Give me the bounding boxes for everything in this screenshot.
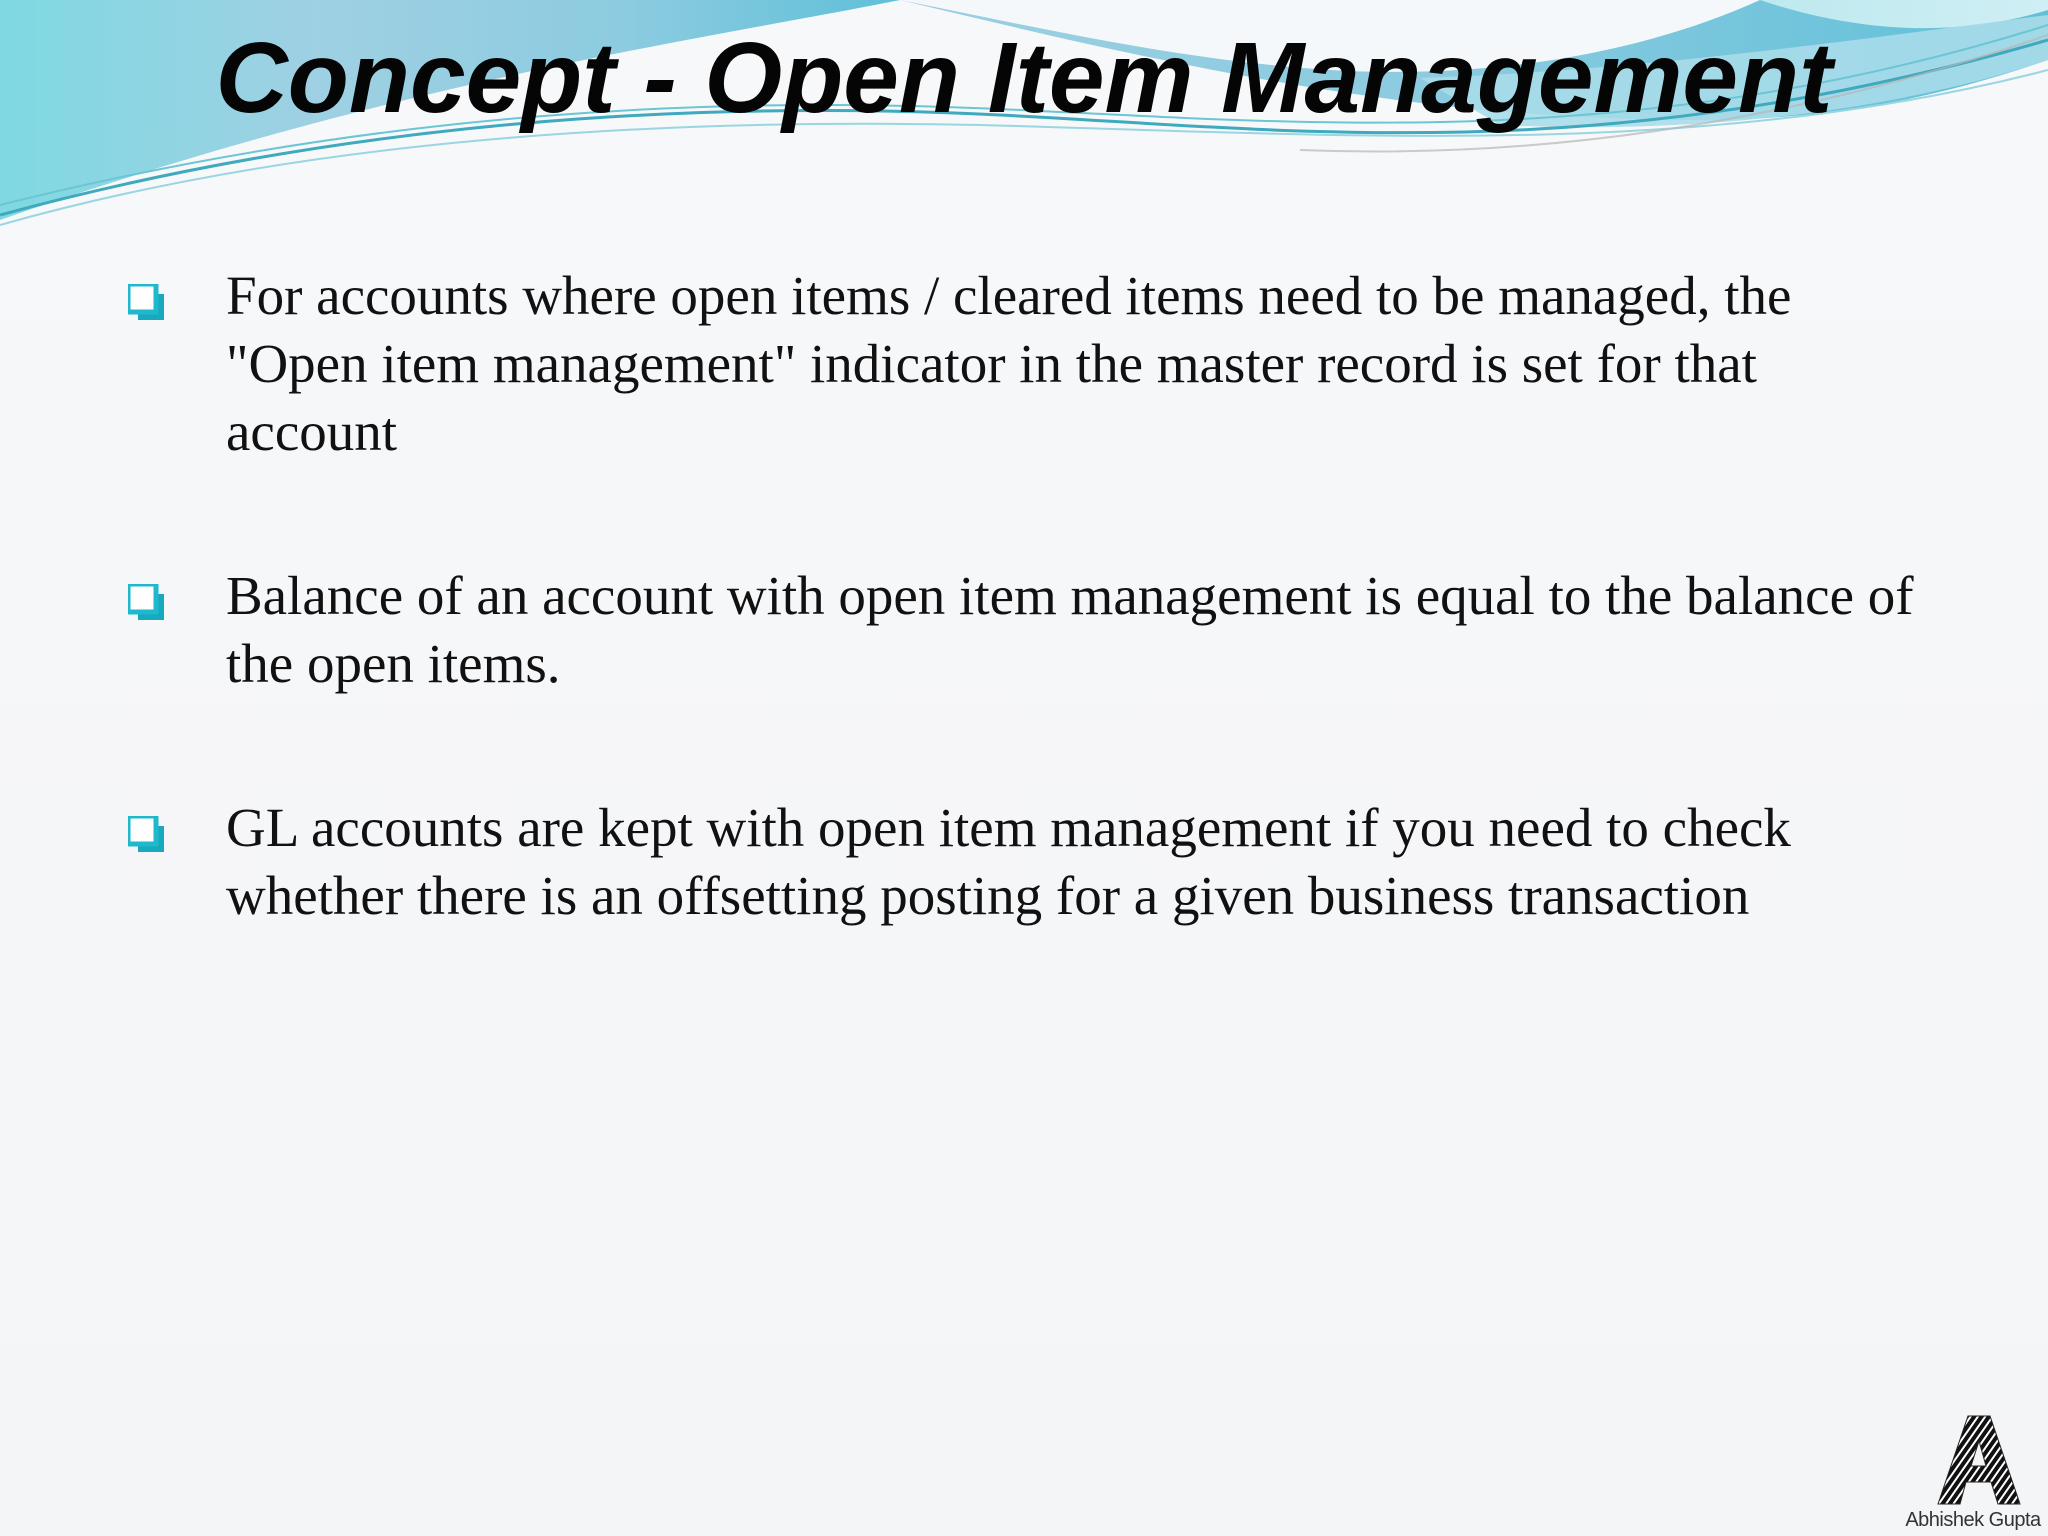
bullet-item-1 — [126, 262, 1926, 466]
bullet-item-3 — [126, 794, 1926, 930]
logo-caption: Abhishek Gupta — [1905, 1509, 2041, 1531]
bullet-text: GL accounts are kept with open item management if you need to check whether there is an offsetting posting for a given business transaction — [226, 797, 1791, 926]
slide-title: Concept - Open Item Management — [215, 22, 1833, 134]
bullet-text: For accounts where open items / cleared items need to be managed, the "Open item management" indicator in the master record is set for that account — [226, 265, 1792, 462]
hollow-square-bullet-icon — [128, 816, 164, 852]
bullet-text: Balance of an account with open item management is equal to the balance of the open items. — [226, 565, 1914, 694]
bullet-item-2 — [126, 562, 1926, 698]
hollow-square-bullet-icon — [128, 584, 164, 620]
bullet-list — [126, 262, 1926, 930]
hollow-square-bullet-icon — [128, 284, 164, 320]
